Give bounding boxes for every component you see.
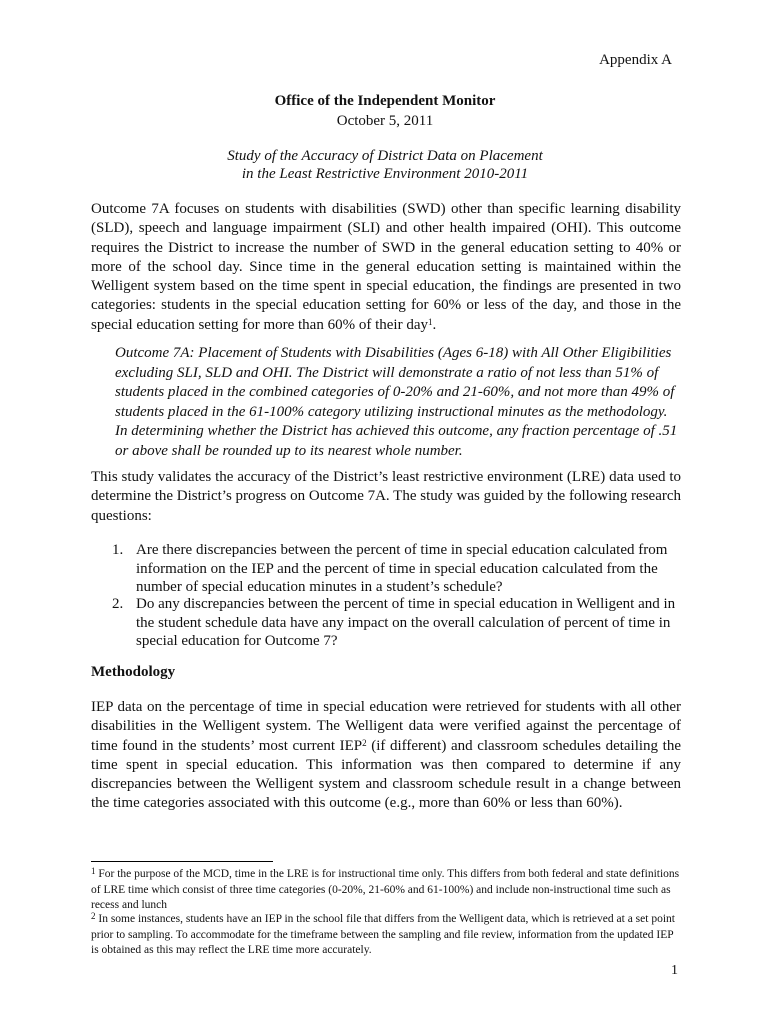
intro-paragraph bbox=[91, 200, 681, 335]
validation-paragraph: This study validates the accuracy of the District’s least restrictive environment (LRE) data used to determine the District’s progress on Outcome 7A. The study was guided by the following research questions: bbox=[91, 469, 682, 524]
footnote-ref-2: 2 bbox=[362, 737, 367, 748]
question-number: 1. bbox=[112, 542, 124, 558]
question-text: Do any discrepancies between the percent of time in special education in Welligent and in the student schedule data have any impact on the overall calculation of percent of time in special education for Outcome 7? bbox=[136, 596, 676, 649]
footnote-divider bbox=[91, 861, 273, 862]
methodology-paragraph bbox=[91, 698, 681, 814]
list-item bbox=[112, 541, 682, 597]
appendix-label: Appendix A bbox=[599, 52, 672, 68]
footnote-text: For the purpose of the MCD, time in the LRE is for instructional time only. This differs from both federal and state definitions of LRE time which consist of three time categories (0-20%, 21-60% and 61-100%) and include non-instructional time such as recess and lunch bbox=[91, 868, 680, 911]
study-title-line-2: in the Least Restrictive Environment 2010-2011 bbox=[241, 166, 529, 182]
methodology-heading: Methodology bbox=[91, 664, 176, 680]
research-question-1 bbox=[112, 541, 682, 597]
page-number: 1 bbox=[671, 963, 678, 978]
intro-text: Outcome 7A focuses on students with disabilities (SWD) other than specific learning disability (SLD), speech and language impairment (SLI) and other health impaired (OHI). This outcome requires the District to increase the number of SWD in the general education setting to 40% or more of the school day. Since time in the general education setting is maintained within the Welligent system based on the time spent in special education, the findings are presented in two categories: students in the special education setting for 60% or less of the day, and those in the special education setting for more than 60% of their day bbox=[91, 201, 681, 333]
question-text: Are there discrepancies between the percent of time in special education calculated from information on the IEP and the percent of time in special education calculated from the number of special education minutes in a student’s schedule? bbox=[136, 542, 668, 595]
outcome-quote: Outcome 7A: Placement of Students with Disabilities (Ages 6-18) with All Other Eligibilities excluding SLI, SLD and OHI. The District will demonstrate a ratio of not less than 51% of students placed in the combined categories of 0-20% and 21-60%, and not more than 49% of students placed in the 61-100% category utilizing instructional minutes as the methodology. In determining whether the District has achieved this outcome, any fraction percentage of .51 or above shall be rounded up to its nearest whole number. bbox=[115, 345, 678, 459]
study-title bbox=[0, 147, 770, 183]
footnote-2 bbox=[91, 912, 683, 959]
list-item bbox=[112, 595, 682, 651]
research-question-2 bbox=[112, 595, 682, 651]
methodology-text-before: IEP data on the percentage of time in special education were retrieved for students with all other disabilities in the Welligent system. The Welligent data were verified against the percentage of time found in the students’ most current IEP bbox=[91, 699, 681, 754]
footnote-mark: 2 bbox=[91, 911, 96, 921]
document-date: October 5, 2011 bbox=[336, 113, 434, 129]
study-title-line-1: Study of the Accuracy of District Data on Placement bbox=[227, 148, 543, 164]
question-number: 2. bbox=[112, 596, 124, 612]
footnote-ref-1: 1 bbox=[427, 316, 433, 327]
page-title: Office of the Independent Monitor bbox=[274, 93, 496, 109]
footnote-1 bbox=[91, 867, 683, 914]
footnote-mark: 1 bbox=[91, 866, 96, 876]
methodology-text-after: (if different) and classroom schedules detailing the time spent in special education. This information was then compared to determine if any discrepancies between the Welligent system and classroom schedule result in a change between the time categories associated with this outcome (e.g., more than 60% or less than 60%). bbox=[91, 737, 681, 812]
intro-end: . bbox=[432, 316, 437, 333]
footnote-text: In some instances, students have an IEP in the school file that differs from the Welligent data, which is retrieved at a set point prior to sampling. To accommodate for the timeframe between the sampling and file review, information from the updated IEP is obtained as this may reflect the LRE time more accurately. bbox=[91, 913, 675, 956]
